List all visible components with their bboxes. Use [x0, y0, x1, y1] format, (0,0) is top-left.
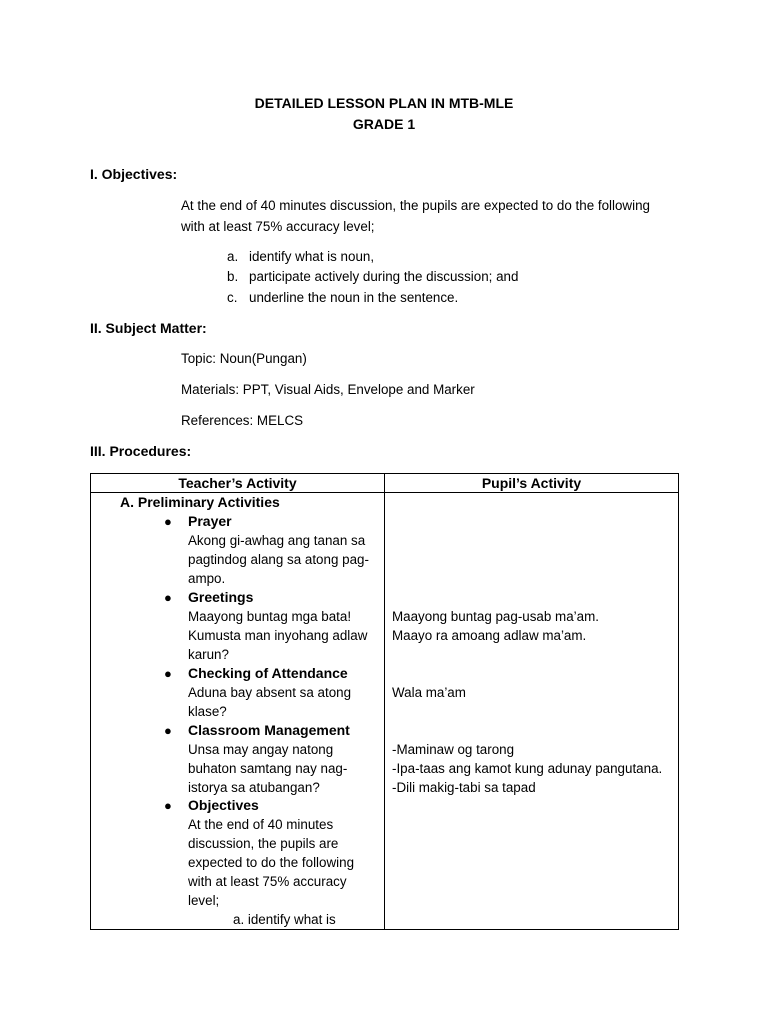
- preliminary-activities-title: A. Preliminary Activities: [120, 494, 280, 510]
- bullet-icon: ●: [164, 798, 172, 813]
- pupil-line: Maayong buntag pag-usab ma’am.: [392, 609, 599, 624]
- procedures-table: [90, 473, 679, 930]
- teacher-line: a. identify what is: [233, 912, 336, 927]
- teacher-line: buhaton samtang nay nag-: [188, 761, 348, 776]
- teacher-line: istorya sa atubangan?: [188, 780, 320, 795]
- pupil-activity-header: Pupil’s Activity: [385, 474, 679, 493]
- bullet-icon: ●: [164, 590, 172, 605]
- pupil-line: -Dili makig-tabi sa tapad: [392, 780, 536, 795]
- pupil-line: Wala ma’am: [392, 685, 466, 700]
- subject-references: References: MELCS: [181, 413, 304, 428]
- bullet-checking-attendance: Checking of Attendance: [188, 665, 348, 681]
- procedures-heading: III. Procedures:: [90, 443, 192, 459]
- teacher-activity-header: Teacher’s Activity: [91, 474, 385, 493]
- objectives-intro-line1: At the end of 40 minutes discussion, the pupils are expected to do the following: [181, 198, 650, 213]
- objective-a-text: identify what is noun,: [249, 249, 375, 264]
- document-subtitle: GRADE 1: [352, 116, 416, 132]
- teacher-line: Kumusta man inyohang adlaw: [188, 628, 368, 643]
- bullet-icon: ●: [164, 723, 172, 738]
- teacher-line: At the end of 40 minutes: [188, 817, 334, 832]
- teacher-line: pagtindog alang sa atong pag-: [188, 552, 369, 567]
- teacher-line: klase?: [188, 704, 227, 719]
- teacher-line: level;: [188, 893, 220, 908]
- objectives-heading: I. Objectives:: [90, 166, 178, 182]
- bullet-classroom-management: Classroom Management: [188, 722, 350, 738]
- subject-matter-heading: II. Subject Matter:: [90, 320, 207, 336]
- bullet-objectives: Objectives: [188, 797, 259, 813]
- objective-b-marker: b.: [227, 269, 239, 284]
- bullet-icon: ●: [164, 514, 172, 529]
- table-row: [91, 493, 679, 930]
- bullet-greetings: Greetings: [188, 589, 254, 605]
- subject-topic: Topic: Noun(Pungan): [181, 351, 307, 366]
- objective-c-marker: c.: [227, 290, 238, 305]
- table-header-row: [91, 474, 679, 493]
- pupil-line: -Ipa-taas ang kamot kung adunay pangutana.: [392, 761, 663, 776]
- pupil-line: Maayo ra amoang adlaw ma’am.: [392, 628, 587, 643]
- objective-b-text: participate actively during the discussion; and: [249, 269, 519, 284]
- teacher-line: ampo.: [188, 571, 226, 586]
- teacher-activity-cell: [91, 493, 385, 930]
- teacher-line: with at least 75% accuracy: [188, 874, 347, 889]
- objective-a-marker: a.: [227, 249, 239, 264]
- pupil-line: -Maminaw og tarong: [392, 742, 515, 757]
- subject-materials: Materials: PPT, Visual Aids, Envelope and Marker: [181, 382, 475, 397]
- document-title: DETAILED LESSON PLAN IN MTB-MLE: [254, 95, 514, 111]
- teacher-line: Unsa may angay natong: [188, 742, 334, 757]
- bullet-prayer: Prayer: [188, 513, 232, 529]
- teacher-line: karun?: [188, 647, 229, 662]
- bullet-icon: ●: [164, 666, 172, 681]
- teacher-line: expected to do the following: [188, 855, 355, 870]
- objective-c-text: underline the noun in the sentence.: [249, 290, 459, 305]
- teacher-line: Maayong buntag mga bata!: [188, 609, 352, 624]
- teacher-line: discussion, the pupils are: [188, 836, 339, 851]
- teacher-line: Aduna bay absent sa atong: [188, 685, 352, 700]
- objectives-intro-line2: with at least 75% accuracy level;: [181, 219, 375, 234]
- teacher-line: Akong gi-awhag ang tanan sa: [188, 533, 366, 548]
- pupil-activity-cell: [385, 493, 679, 930]
